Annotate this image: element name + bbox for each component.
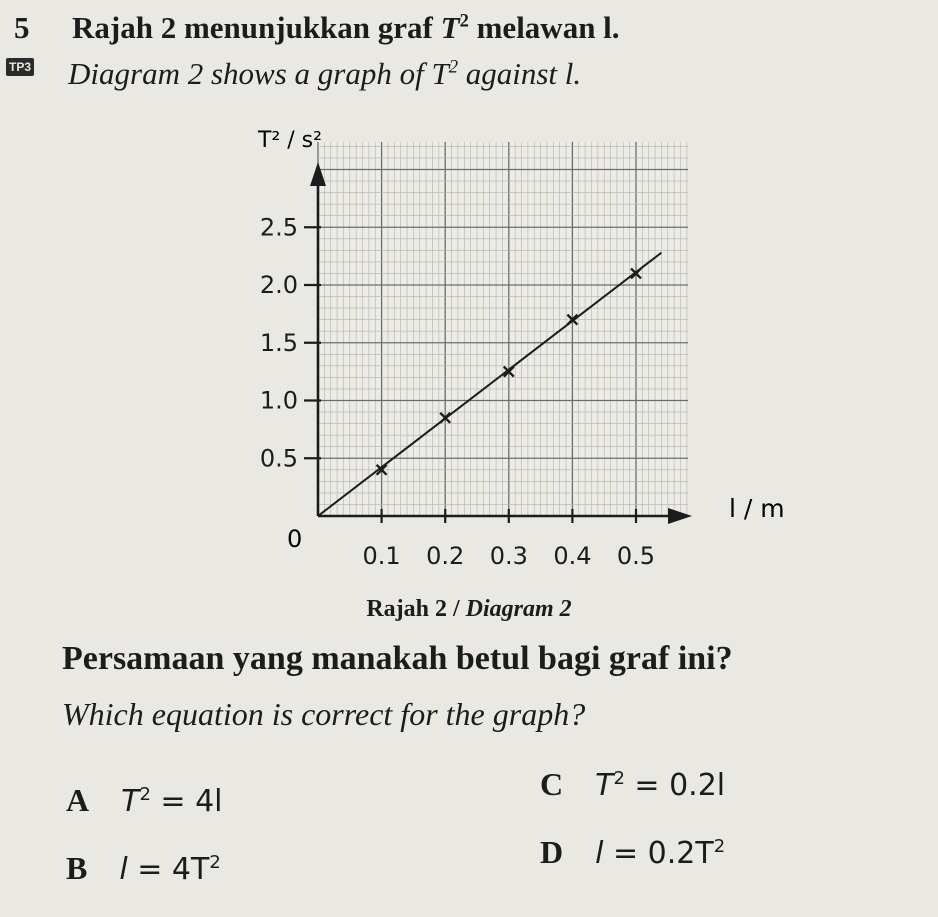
option-letter: B — [66, 850, 88, 886]
option-equation: $l = 4T^2$ — [119, 852, 221, 887]
y-tick-label: 1.5 — [259, 328, 298, 357]
y-axis-label: T² / s² — [258, 128, 322, 153]
grid-background — [318, 142, 688, 516]
option-equation: $l = 0.2T^2$ — [595, 836, 726, 871]
option-c[interactable] — [540, 766, 725, 803]
question-number: 5 — [14, 10, 30, 45]
diagram-caption: Rajah 2 / Diagram 2 — [366, 596, 572, 622]
x-tick-label: 0.5 — [616, 542, 656, 570]
x-axis-label: l / m — [729, 494, 785, 523]
prompt-english: Which equation is correct for the graph? — [62, 696, 586, 732]
x-tick-label: 0.2 — [426, 542, 465, 570]
option-letter: A — [66, 782, 90, 818]
question-stem-english: Diagram 2 shows a graph of $T^2$ against l. — [68, 56, 582, 91]
y-tick-label: 2.0 — [259, 271, 298, 299]
tp-badge: TP3 — [6, 58, 34, 76]
y-tick-label: 1.0 — [259, 386, 298, 415]
option-letter: D — [540, 834, 564, 870]
option-equation: $T^2 = 4l$ — [121, 784, 223, 819]
prompt-malay: Persamaan yang manakah betul bagi graf ini? — [62, 640, 733, 677]
option-b[interactable] — [66, 850, 221, 887]
question-stem-malay: Rajah 2 menunjukkan graf $T^2$ melawan l. — [72, 10, 620, 45]
origin-label: 0 — [287, 525, 303, 553]
y-tick-label: 0.5 — [259, 444, 298, 473]
graph-grid — [318, 142, 688, 516]
y-tick-label: 2.5 — [259, 213, 298, 242]
option-equation: $T^2 = 0.2l$ — [595, 768, 726, 803]
option-letter: C — [540, 766, 564, 802]
x-tick-label: 0.3 — [489, 542, 528, 570]
x-tick-label: 0.4 — [553, 542, 592, 570]
x-tick-label: 0.1 — [362, 542, 401, 570]
option-a[interactable] — [66, 782, 223, 819]
option-d[interactable] — [540, 834, 725, 871]
